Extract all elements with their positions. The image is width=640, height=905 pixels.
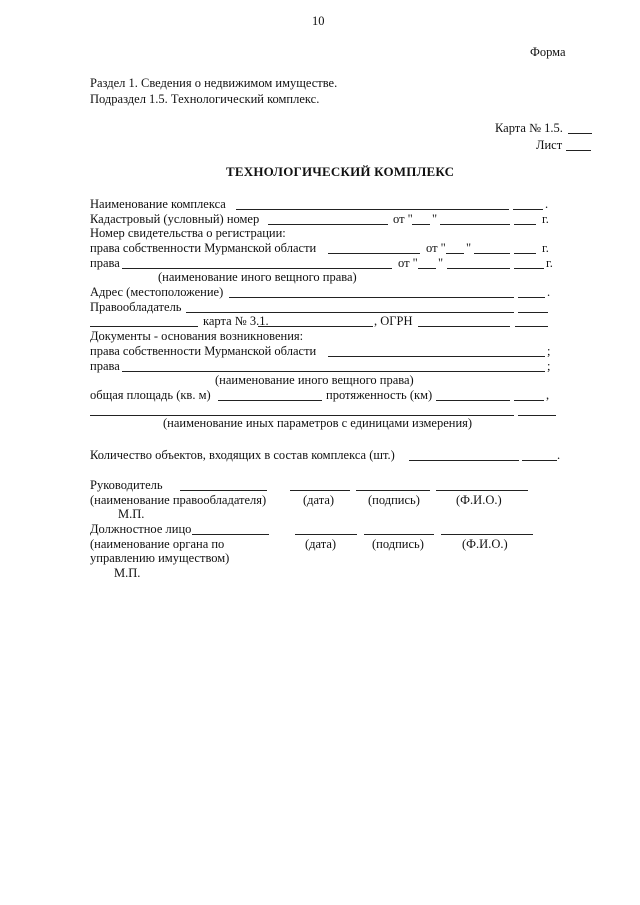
semicolon: ; xyxy=(547,359,551,373)
complex-name-field[interactable] xyxy=(236,198,509,210)
card-ref-label: карта № 3.1. xyxy=(203,314,269,328)
ogrn-label: , ОГРН xyxy=(374,314,413,328)
area-label: общая площадь (кв. м) xyxy=(90,388,211,402)
page-number: 10 xyxy=(312,14,325,28)
cadastral-label: Кадастровый (условный) номер xyxy=(90,212,260,226)
head-fio-field[interactable] xyxy=(436,479,528,491)
year-suffix: г. xyxy=(542,212,549,226)
other-params-field[interactable] xyxy=(90,404,514,416)
cadastral-field[interactable] xyxy=(268,213,388,225)
ownership-rights-label: права собственности Мурманской области xyxy=(90,241,317,255)
length-field[interactable] xyxy=(436,389,510,401)
quote: " xyxy=(438,256,444,270)
other-params-caption: (наименование иных параметров с единицами измерения) xyxy=(163,416,473,430)
year-suffix: г. xyxy=(546,256,553,270)
other-right-field[interactable] xyxy=(122,257,392,269)
holder-label: Правообладатель xyxy=(90,300,182,314)
date-caption: (дата) xyxy=(303,493,335,507)
other-right-caption: (наименование иного вещного права) xyxy=(158,270,357,284)
signature-caption: (подпись) xyxy=(372,537,424,551)
objects-count-field[interactable] xyxy=(409,449,519,461)
holder-field-end[interactable] xyxy=(518,301,548,313)
signature-caption: (подпись) xyxy=(368,493,420,507)
holder-field[interactable] xyxy=(186,301,514,313)
other-right-month-field[interactable] xyxy=(447,257,510,269)
docs-label: Документы - основания возникновения: xyxy=(90,329,304,343)
other-params-field-end[interactable] xyxy=(518,404,556,416)
subsection-title: Подраздел 1.5. Технологический комплекс. xyxy=(90,92,320,106)
ogrn-field[interactable] xyxy=(418,315,510,327)
official-signature-field[interactable] xyxy=(364,523,434,535)
ownership-month-field[interactable] xyxy=(474,242,510,254)
complex-name-field-end[interactable] xyxy=(513,198,543,210)
ownership-year-field[interactable] xyxy=(514,242,536,254)
official-date-field[interactable] xyxy=(295,523,357,535)
official-fio-field[interactable] xyxy=(441,523,533,535)
dot: . xyxy=(545,197,549,211)
docs-ownership-label: права собственности Мурманской области xyxy=(90,344,317,358)
official-label: Должностное лицо xyxy=(90,522,192,536)
ogrn-field-end[interactable] xyxy=(515,315,548,327)
head-date-field[interactable] xyxy=(290,479,350,491)
length-field-end[interactable] xyxy=(514,389,544,401)
document-title: ТЕХНОЛОГИЧЕСКИЙ КОМПЛЕКС xyxy=(226,164,455,179)
stamp-label: М.П. xyxy=(118,507,145,521)
cadastral-month-field[interactable] xyxy=(440,213,510,225)
reg-cert-label: Номер свидетельства о регистрации: xyxy=(90,226,286,240)
objects-count-label: Количество объектов, входящих в состав комплекса (шт.) xyxy=(90,448,395,462)
official-authority-field[interactable] xyxy=(192,523,269,535)
rights-label: права xyxy=(90,256,120,270)
year-suffix: г. xyxy=(542,241,549,255)
card-number-field[interactable] xyxy=(568,122,592,134)
date-caption: (дата) xyxy=(305,537,337,551)
fio-caption: (Ф.И.О.) xyxy=(462,537,508,551)
comma: , xyxy=(546,388,550,402)
docs-ownership-field[interactable] xyxy=(328,345,545,357)
other-right-day-field[interactable] xyxy=(418,257,436,269)
address-field[interactable] xyxy=(229,286,514,298)
ownership-day-field[interactable] xyxy=(446,242,464,254)
form-label: Форма xyxy=(530,45,566,59)
cadastral-day-field[interactable] xyxy=(412,213,430,225)
length-label: протяженность (км) xyxy=(326,388,433,402)
fio-caption: (Ф.И.О.) xyxy=(456,493,502,507)
head-label: Руководитель xyxy=(90,478,163,492)
card-ref-field[interactable] xyxy=(258,315,373,327)
head-signature-field[interactable] xyxy=(356,479,430,491)
docs-rights-field[interactable] xyxy=(122,360,545,372)
holder-caption: (наименование правообладателя) xyxy=(90,493,267,507)
docs-rights-label: права xyxy=(90,359,120,373)
area-field[interactable] xyxy=(218,389,322,401)
head-holder-field[interactable] xyxy=(180,479,267,491)
other-right-caption-2: (наименование иного вещного права) xyxy=(215,373,414,387)
address-field-end[interactable] xyxy=(518,286,545,298)
sheet-label: Лист xyxy=(536,138,563,152)
authority-caption-2: управлению имуществом) xyxy=(90,551,230,565)
dot: . xyxy=(547,285,551,299)
stamp-label: М.П. xyxy=(114,566,141,580)
cadastral-year-field[interactable] xyxy=(514,213,536,225)
semicolon: ; xyxy=(547,344,551,358)
quote: " xyxy=(466,241,472,255)
card-number-label: Карта № 1.5. xyxy=(495,121,563,135)
other-right-year-field[interactable] xyxy=(514,257,544,269)
objects-count-field-end[interactable] xyxy=(522,449,557,461)
from-label: от " xyxy=(393,212,413,226)
sheet-field[interactable] xyxy=(566,139,591,151)
quote: " xyxy=(432,212,438,226)
holder-line2-field[interactable] xyxy=(90,315,198,327)
ownership-cert-field[interactable] xyxy=(328,242,420,254)
address-label: Адрес (местоположение) xyxy=(90,285,224,299)
section-title: Раздел 1. Сведения о недвижимом имуществе. xyxy=(90,76,338,90)
from-label: от " xyxy=(426,241,446,255)
complex-name-label: Наименование комплекса xyxy=(90,197,226,211)
dot: . xyxy=(557,448,561,462)
authority-caption-1: (наименование органа по xyxy=(90,537,225,551)
from-label: от " xyxy=(398,256,418,270)
